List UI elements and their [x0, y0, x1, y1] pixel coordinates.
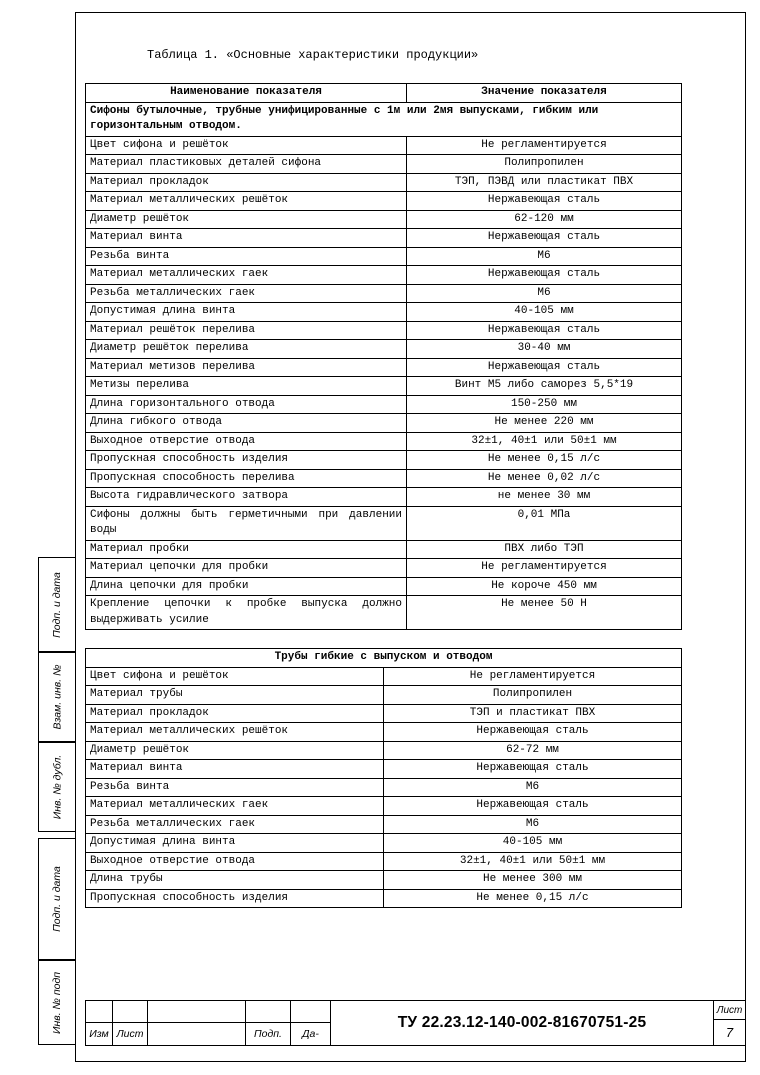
- indicator-name: Материал трубы: [86, 686, 384, 705]
- table-row: [86, 596, 682, 630]
- sidebar-stamp-cell: [38, 960, 76, 1045]
- indicator-name: Материал винта: [86, 760, 384, 779]
- indicator-value: Нержавеющая сталь: [407, 358, 682, 377]
- table-row: [86, 229, 682, 248]
- table-row: [86, 321, 682, 340]
- sidebar-stamp-label: Взам. инв. №: [51, 664, 64, 730]
- indicator-name: Цвет сифона и решёток: [86, 667, 384, 686]
- indicator-value: М6: [407, 284, 682, 303]
- indicator-value: Полипропилен: [384, 686, 682, 705]
- indicator-name: Высота гидравлического затвора: [86, 488, 407, 507]
- indicator-name: Материал пробки: [86, 540, 407, 559]
- revision-grid-label: Лист: [116, 1028, 144, 1040]
- indicator-value: 40-105 мм: [407, 303, 682, 322]
- indicator-name: Материал пластиковых деталей сифона: [86, 155, 407, 174]
- section-gap: [85, 630, 682, 648]
- sidebar-stamp-cell: [38, 652, 76, 742]
- table-row: [86, 340, 682, 359]
- indicator-name: Материал металлических гаек: [86, 266, 407, 285]
- indicator-value: Нержавеющая сталь: [384, 797, 682, 816]
- indicator-name: Материал прокладок: [86, 173, 407, 192]
- revision-grid-label: Да-: [302, 1028, 319, 1040]
- indicator-name: Допустимая длина винта: [86, 834, 384, 853]
- revision-grid-column: [246, 1001, 291, 1045]
- table-row: [86, 723, 682, 742]
- indicator-name: Пропускная способность перелива: [86, 469, 407, 488]
- table-row: [86, 303, 682, 322]
- table-row: [86, 451, 682, 470]
- indicator-name: Материал металлических решёток: [86, 723, 384, 742]
- indicator-name: Выходное отверстие отвода: [86, 852, 384, 871]
- indicator-value: 62-120 мм: [407, 210, 682, 229]
- indicator-name: Материал цепочки для пробки: [86, 559, 407, 578]
- indicator-value: Не менее 0,02 л/с: [407, 469, 682, 488]
- indicator-value: 0,01 МПа: [407, 506, 682, 540]
- title-block: [85, 1000, 746, 1046]
- indicator-value: Полипропилен: [407, 155, 682, 174]
- indicator-value: Не менее 220 мм: [407, 414, 682, 433]
- sidebar-stamp-cell: [38, 742, 76, 832]
- table-row: [86, 797, 682, 816]
- table-row: [86, 136, 682, 155]
- sheet-cell: [714, 1001, 745, 1045]
- indicator-name: Резьба винта: [86, 778, 384, 797]
- table-row: [86, 741, 682, 760]
- indicator-name: Материал винта: [86, 229, 407, 248]
- section-title: Сифоны бутылочные, трубные унифицированные с 1м или 2мя выпусками, гибким или горизонтальным отводом.: [86, 102, 682, 136]
- table-caption: Таблица 1. «Основные характеристики продукции»: [147, 48, 479, 62]
- indicator-value: Нержавеющая сталь: [407, 266, 682, 285]
- table-row: [86, 577, 682, 596]
- indicator-name: Материал металлических решёток: [86, 192, 407, 211]
- indicator-value: 40-105 мм: [384, 834, 682, 853]
- table-row: [86, 704, 682, 723]
- table-row: [86, 778, 682, 797]
- indicator-value: 150-250 мм: [407, 395, 682, 414]
- table-row: [86, 247, 682, 266]
- table-row: [86, 432, 682, 451]
- doc-number-cell: [331, 1001, 714, 1045]
- indicator-name: Резьба металлических гаек: [86, 815, 384, 834]
- indicator-name: Материал решёток перелива: [86, 321, 407, 340]
- table-row: [86, 414, 682, 433]
- indicator-value: Нержавеющая сталь: [384, 760, 682, 779]
- table-row: [86, 155, 682, 174]
- sidebar-stamp-label: Инв. № дубл.: [51, 754, 64, 820]
- indicator-value: 30-40 мм: [407, 340, 682, 359]
- indicator-value: Не короче 450 мм: [407, 577, 682, 596]
- revision-grid-empty-cell: [246, 1001, 290, 1023]
- indicator-value: Нержавеющая сталь: [384, 723, 682, 742]
- table-row: [86, 889, 682, 908]
- table-row: [86, 815, 682, 834]
- indicator-name: Диаметр решёток: [86, 210, 407, 229]
- title-block-revision-grid: [86, 1001, 331, 1045]
- table-row: [86, 686, 682, 705]
- sidebar-stamp-label: Инв. № подп: [51, 971, 63, 1034]
- indicator-value: Не менее 300 мм: [384, 871, 682, 890]
- col-header-indicator-name: Наименование показателя: [86, 84, 407, 103]
- indicator-name: Цвет сифона и решёток: [86, 136, 407, 155]
- indicator-value: Не менее 50 Н: [407, 596, 682, 630]
- content-area: [85, 48, 682, 908]
- indicator-name: Длина трубы: [86, 871, 384, 890]
- indicator-name: Длина гибкого отвода: [86, 414, 407, 433]
- table-row: [86, 192, 682, 211]
- indicator-name: Крепление цепочки к пробке выпуска должно выдерживать усилие: [86, 596, 407, 630]
- table-row: [86, 358, 682, 377]
- table-row: [86, 488, 682, 507]
- revision-grid-empty-cell: [291, 1001, 330, 1023]
- table-row: [86, 667, 682, 686]
- indicator-name: Метизы перелива: [86, 377, 407, 396]
- indicator-name: Резьба металлических гаек: [86, 284, 407, 303]
- table-row: [86, 173, 682, 192]
- spec-table-siphons: [85, 83, 682, 630]
- indicator-name: Резьба винта: [86, 247, 407, 266]
- sidebar-stamp-label: Подп. и дата: [51, 571, 64, 638]
- section-title: Трубы гибкие с выпуском и отводом: [86, 649, 682, 668]
- indicator-value: 62-72 мм: [384, 741, 682, 760]
- indicator-value: М6: [384, 815, 682, 834]
- indicator-value: 32±1, 40±1 или 50±1 мм: [384, 852, 682, 871]
- spec-table-flexible-pipes: [85, 648, 682, 908]
- indicator-name: Сифоны должны быть герметичными при давлении воды: [86, 506, 407, 540]
- revision-grid-label: Подп.: [254, 1028, 282, 1040]
- revision-grid-column: [86, 1001, 113, 1045]
- section-title-row: [86, 102, 682, 136]
- indicator-value: 32±1, 40±1 или 50±1 мм: [407, 432, 682, 451]
- table-row: [86, 834, 682, 853]
- indicator-name: Диаметр решёток перелива: [86, 340, 407, 359]
- indicator-value: Нержавеющая сталь: [407, 192, 682, 211]
- revision-grid-label: [148, 1023, 245, 1045]
- table-row: [86, 871, 682, 890]
- indicator-name: Допустимая длина винта: [86, 303, 407, 322]
- indicator-value: Не регламентируется: [407, 136, 682, 155]
- sidebar-stamp-cell: [38, 838, 76, 960]
- indicator-value: ТЭП и пластикат ПВХ: [384, 704, 682, 723]
- indicator-value: М6: [384, 778, 682, 797]
- indicator-value: Нержавеющая сталь: [407, 321, 682, 340]
- doc-number: ТУ 22.23.12-140-002-81670751-25: [397, 1014, 647, 1031]
- indicator-value: Винт М5 либо саморез 5,5*19: [407, 377, 682, 396]
- sidebar-stamp-label: Подп. и дата: [51, 866, 64, 932]
- table-row: [86, 395, 682, 414]
- indicator-name: Материал метизов перелива: [86, 358, 407, 377]
- indicator-value: Не менее 0,15 л/с: [384, 889, 682, 908]
- indicator-value: Не регламентируется: [407, 559, 682, 578]
- indicator-value: М6: [407, 247, 682, 266]
- indicator-value: Не регламентируется: [384, 667, 682, 686]
- table-row: [86, 760, 682, 779]
- section-title-row: [86, 649, 682, 668]
- header-row: [86, 84, 682, 103]
- table-row: [86, 559, 682, 578]
- table-row: [86, 540, 682, 559]
- table-row: [86, 210, 682, 229]
- indicator-name: Диаметр решёток: [86, 741, 384, 760]
- indicator-name: Материал прокладок: [86, 704, 384, 723]
- table-row: [86, 852, 682, 871]
- revision-grid-column: [113, 1001, 148, 1045]
- table-row: [86, 266, 682, 285]
- table-row: [86, 469, 682, 488]
- spec-table-header: [86, 84, 682, 103]
- sidebar-stamp-cell: [38, 557, 76, 652]
- indicator-value: ТЭП, ПЭВД или пластикат ПВХ: [407, 173, 682, 192]
- indicator-name: Пропускная способность изделия: [86, 889, 384, 908]
- indicator-value: Нержавеющая сталь: [407, 229, 682, 248]
- indicator-name: Пропускная способность изделия: [86, 451, 407, 470]
- revision-grid-empty-cell: [148, 1001, 245, 1023]
- indicator-value: не менее 30 мм: [407, 488, 682, 507]
- indicator-name: Длина цепочки для пробки: [86, 577, 407, 596]
- revision-grid-empty-cell: [86, 1001, 112, 1023]
- revision-grid-column: [291, 1001, 331, 1045]
- revision-grid-column: [148, 1001, 246, 1045]
- revision-grid-empty-cell: [113, 1001, 147, 1023]
- revision-grid-label: Изм: [89, 1028, 109, 1040]
- sheet-label: Лист: [714, 1001, 745, 1020]
- indicator-value: ПВХ либо ТЭП: [407, 540, 682, 559]
- table-row: [86, 506, 682, 540]
- indicator-name: Длина горизонтального отвода: [86, 395, 407, 414]
- indicator-name: Выходное отверстие отвода: [86, 432, 407, 451]
- table-row: [86, 284, 682, 303]
- indicator-name: Материал металлических гаек: [86, 797, 384, 816]
- table-row: [86, 377, 682, 396]
- sheet-number: 7: [725, 1025, 734, 1040]
- col-header-indicator-value: Значение показателя: [407, 84, 682, 103]
- indicator-value: Не менее 0,15 л/с: [407, 451, 682, 470]
